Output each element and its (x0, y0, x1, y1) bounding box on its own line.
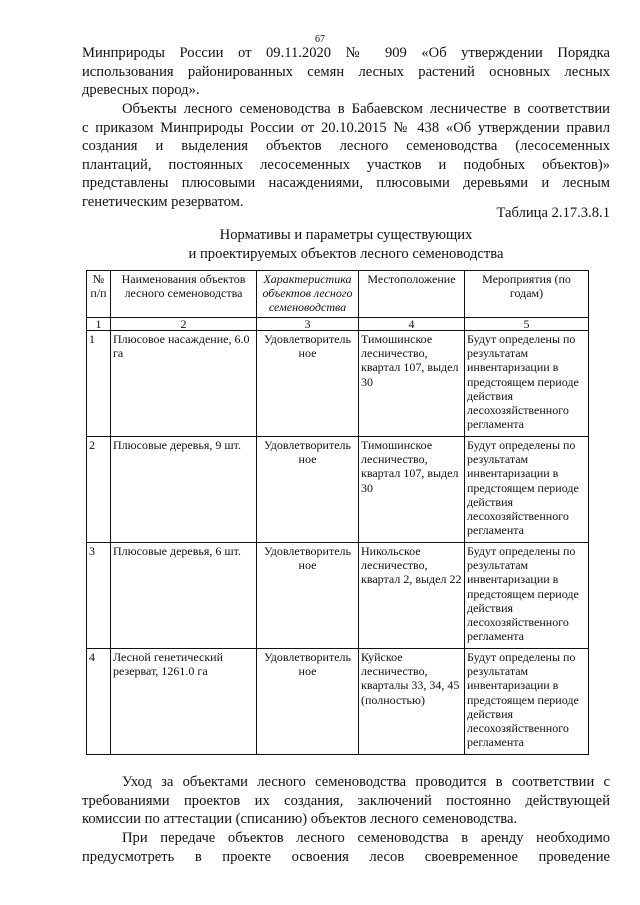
table-row (87, 543, 589, 649)
cell-location: Тимошинское лесничество, квартал 107, выдел 30 (359, 331, 465, 437)
text-line: создания и выделения объектов лесного семеноводства (лесосеменных (82, 138, 610, 154)
page-number: 67 (315, 34, 325, 45)
table-title-line: Нормативы и параметры существующих (219, 227, 473, 243)
cell-name: Лесной генетический резерват, 1261.0 га (111, 649, 257, 755)
header-number: № п/п (87, 271, 111, 318)
cell-characteristic: Удовлетворитель ное (257, 437, 359, 543)
cell-number: 1 (87, 331, 111, 437)
text-line: Объекты лесного семеноводства в Бабаевском лесничестве в соответствии (122, 101, 610, 117)
cell-characteristic: Удовлетворитель ное (257, 543, 359, 649)
cell-number: 4 (87, 649, 111, 755)
cell-activities: Будут определены по результатам инвентаризации в предстоящем периоде действия лесохозяйственного регламента (465, 649, 589, 755)
text-line: При передаче объектов лесного семеноводства в аренду необходимо (122, 830, 610, 846)
paragraph-order-reference (82, 44, 610, 100)
cell-name: Плюсовое насаждение, 6.0 га (111, 331, 257, 437)
cell-name: Плюсовые деревья, 6 шт. (111, 543, 257, 649)
cell-location: Куйское лесничество, кварталы 33, 34, 45 (полностью) (359, 649, 465, 755)
table-title-line: и проектируемых объектов лесного семеноводства (188, 246, 504, 262)
paragraph-seed-objects (82, 100, 610, 211)
cell-activities: Будут определены по результатам инвентаризации в предстоящем периоде действия лесохозяйственного регламента (465, 331, 589, 437)
text-line: требованиями проектов их создания, заключений постоянно действующей (82, 792, 610, 809)
cell-location: Тимошинское лесничество, квартал 107, выдел 30 (359, 437, 465, 543)
text-line: плантаций, постоянных лесосеменных участков и подобных объектов)» (82, 156, 610, 173)
text-line: древесных пород». (82, 82, 200, 98)
text-line: Уход за объектами лесного семеноводства проводится в соответствии с (122, 774, 610, 790)
seed-objects-table (86, 270, 589, 755)
cell-characteristic: Удовлетворитель ное (257, 331, 359, 437)
text-line: генетическим резерватом. (82, 193, 244, 210)
table-header-row (87, 271, 589, 318)
table-row (87, 649, 589, 755)
column-number: 3 (257, 318, 359, 331)
header-characteristic: Характеристика объектов лесного семеноводства (257, 271, 359, 318)
table-title (82, 226, 610, 264)
cell-activities: Будут определены по результатам инвентаризации в предстоящем периоде действия лесохозяйственного регламента (465, 437, 589, 543)
column-number-row (87, 318, 589, 331)
cell-number: 2 (87, 437, 111, 543)
column-number: 4 (359, 318, 465, 331)
cell-number: 3 (87, 543, 111, 649)
cell-activities: Будут определены по результатам инвентаризации в предстоящем периоде действия лесохозяйственного регламента (465, 543, 589, 649)
cell-characteristic: Удовлетворитель ное (257, 649, 359, 755)
text-line: использования районированных семян лесных растений основных лесных (82, 63, 610, 80)
paragraph-lease (82, 829, 610, 866)
header-location: Местоположение (359, 271, 465, 318)
table-row (87, 437, 589, 543)
column-number: 1 (87, 318, 111, 331)
cell-location: Никольское лесничество, квартал 2, выдел 22 (359, 543, 465, 649)
header-name: Наименования объектов лесного семеноводства (111, 271, 257, 318)
column-number: 5 (465, 318, 589, 331)
paragraph-care (82, 773, 610, 829)
cell-name: Плюсовые деревья, 9 шт. (111, 437, 257, 543)
column-number: 2 (111, 318, 257, 331)
text-line: комиссии по аттестации (списанию) объектов лесного семеноводства. (82, 811, 518, 827)
table-caption: Таблица 2.17.3.8.1 (496, 205, 610, 221)
text-line: с приказом Минприроды России от 20.10.2015 № 438 «Об утверждении правил (82, 119, 610, 136)
text-line: Минприроды России от 09.11.2020 № 909 «Об утверждении Порядка (82, 45, 610, 61)
text-line: представлены плюсовыми насаждениями, плюсовыми деревьями и лесным (82, 175, 610, 191)
text-line: предусмотреть в проекте освоения лесов своевременное проведение (82, 848, 610, 865)
header-activities: Мероприятия (по годам) (465, 271, 589, 318)
table-row (87, 331, 589, 437)
